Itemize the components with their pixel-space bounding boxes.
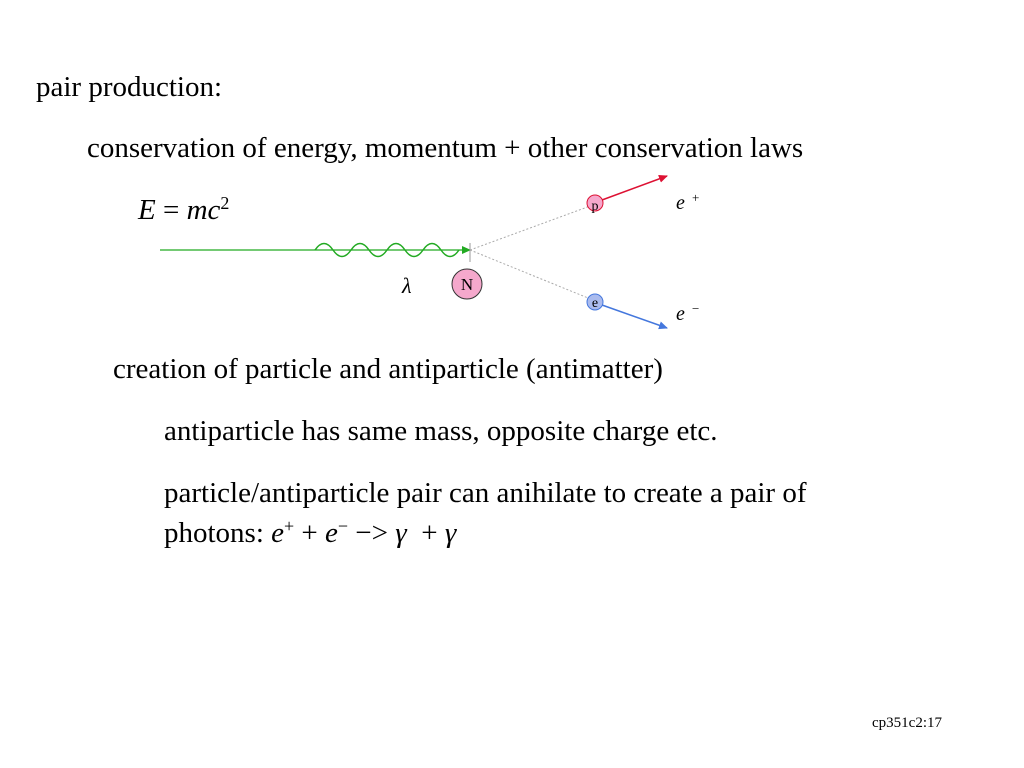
equation-rhs: mc: [186, 194, 221, 226]
bullet-annihilation-line1: particle/antiparticle pair can anihilate to create a pair of: [164, 477, 807, 509]
equation-lhs: E: [138, 194, 156, 226]
positron-track: [602, 176, 667, 200]
bullet-antiparticle: antiparticle has same mass, opposite charge etc.: [164, 415, 718, 447]
bullet-creation: creation of particle and antiparticle (antimatter): [113, 353, 663, 385]
eq-electron: e: [325, 517, 338, 549]
electron-charge: −: [692, 301, 700, 316]
eq-plus: +: [294, 517, 326, 549]
electron-symbol: e: [676, 303, 685, 325]
electron-dotted-path: [470, 250, 593, 300]
heading: pair production:: [36, 71, 223, 103]
electron-particle-label: e: [591, 296, 599, 311]
positron-charge: +: [692, 190, 700, 205]
equation-equals: =: [155, 194, 187, 226]
positron-symbol: e: [676, 192, 685, 214]
positron-dotted-path: [470, 205, 593, 250]
nucleus-label: N: [460, 275, 474, 294]
electron-track: [602, 305, 667, 328]
wavelength-symbol: λ: [402, 273, 412, 298]
bullet-annihilation-line2: [164, 516, 456, 551]
eq-positron: e: [271, 517, 285, 549]
equation-exponent: 2: [220, 193, 230, 214]
eq-arrow: −>: [348, 517, 396, 549]
slide-footer: cp351c2:17: [872, 715, 942, 731]
positron-particle-label: p: [591, 199, 599, 214]
eq-gamma-1: γ: [395, 517, 407, 549]
annihilation-prefix: photons:: [164, 517, 272, 549]
eq-plus-2: +: [406, 517, 445, 549]
eq-electron-charge: −: [337, 516, 349, 537]
eq-positron-charge: +: [284, 516, 295, 537]
subheading: conservation of energy, momentum + other conservation laws: [87, 132, 804, 164]
eq-gamma-2: γ: [444, 517, 457, 549]
